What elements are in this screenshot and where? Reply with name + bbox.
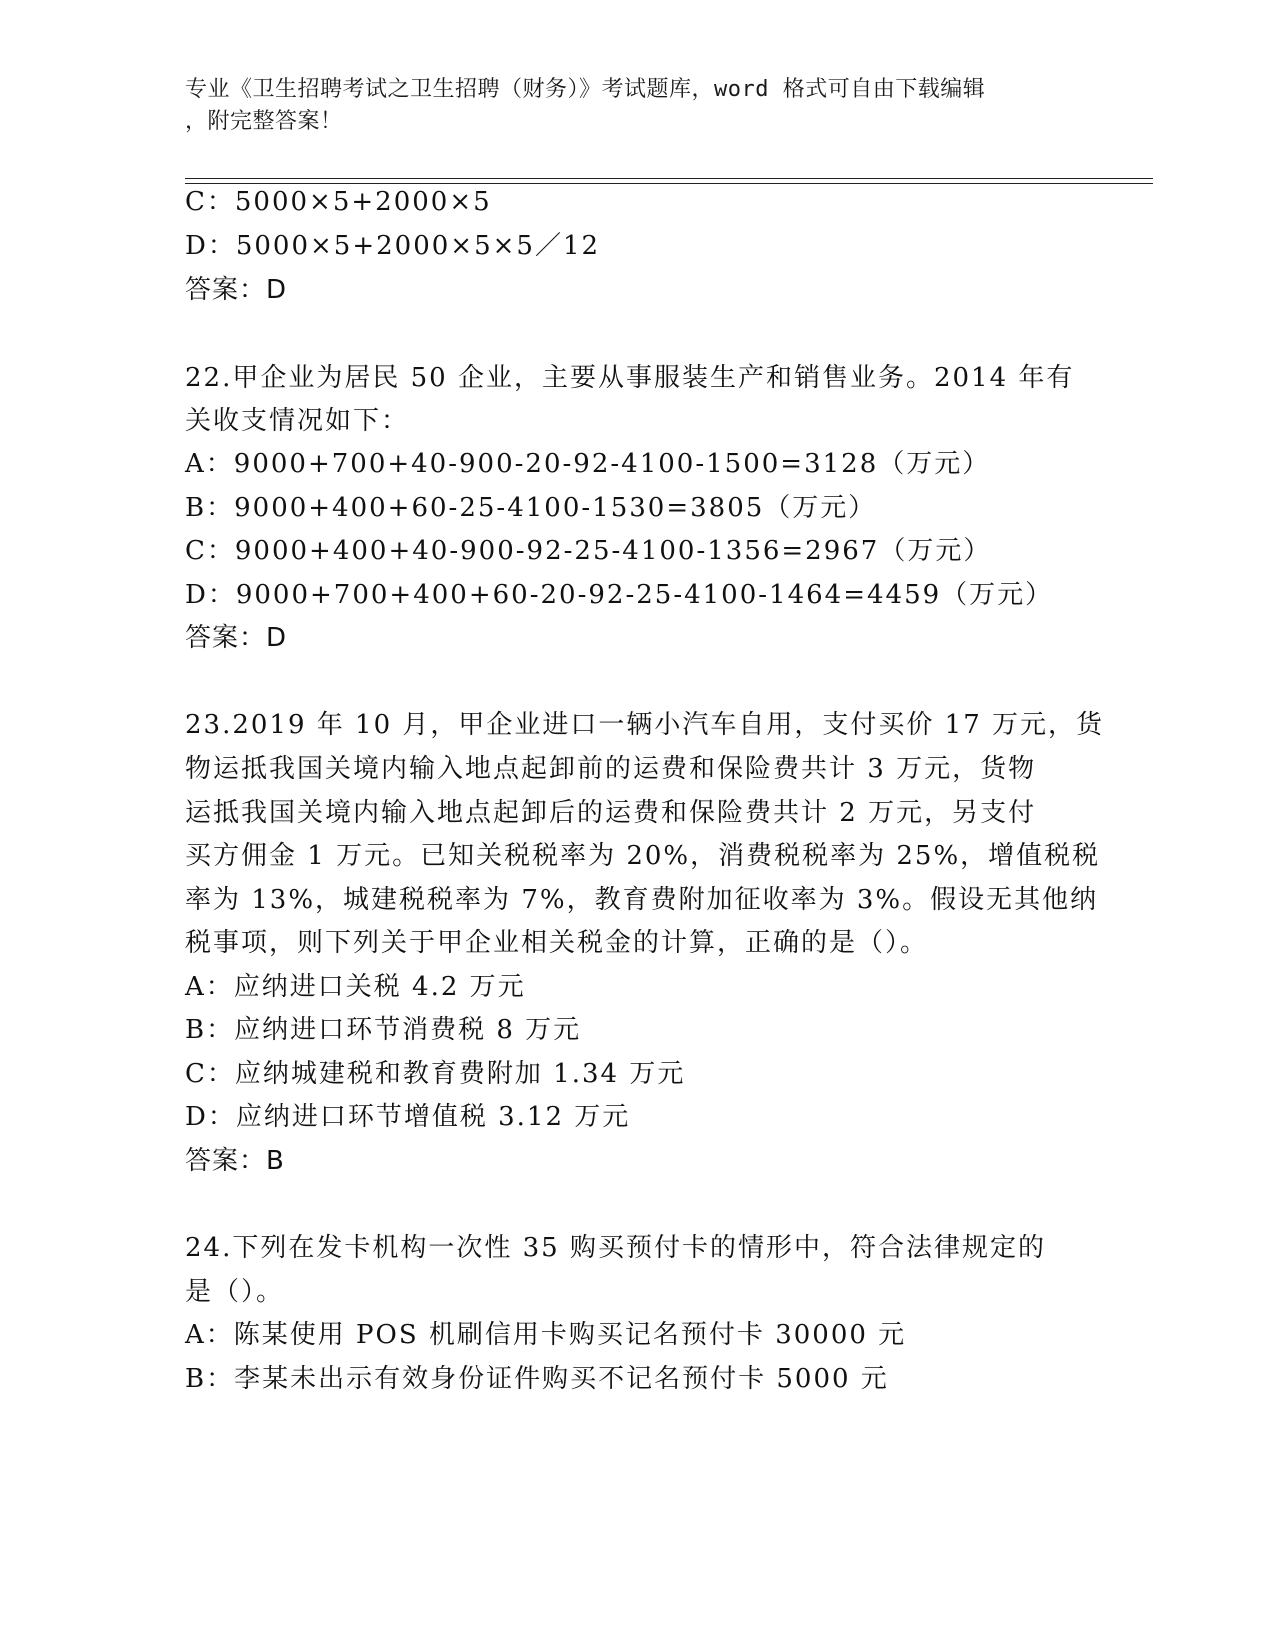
- header-title-line2: ，附完整答案！: [185, 109, 343, 134]
- q21-option-c: C：5000×5+2000×5: [185, 187, 492, 217]
- q23-option-b: B：应纳进口环节消费税 8 万元: [185, 1015, 582, 1045]
- q23-stem-line6: 税事项，则下列关于甲企业相关税金的计算，正确的是（）。: [185, 928, 929, 958]
- q23-stem-line1: 23.2019 年 10 月，甲企业进口一辆小汽车自用，支付买价 17 万元，货: [185, 710, 1105, 740]
- q23-option-a: A：应纳进口关税 4.2 万元: [185, 972, 526, 1002]
- q24-option-b: B：李某未出示有效身份证件购买不记名预付卡 5000 元: [185, 1364, 889, 1394]
- q23-stem-line2: 物运抵我国关境内输入地点起卸前的运费和保险费共计 3 万元，货物: [185, 754, 1037, 784]
- page-header: [185, 74, 1085, 138]
- q22-stem-line2: 关收支情况如下：: [185, 406, 410, 436]
- q22-stem-line1: 22.甲企业为居民 50 企业，主要从事服装生产和销售业务。2014 年有: [185, 363, 1075, 393]
- q23-answer: 答案：B: [185, 1146, 285, 1176]
- header-title-line1: 专业《卫生招聘考试之卫生招聘（财务）》考试题库，word 格式可自由下载编辑: [185, 77, 986, 102]
- q23-option-c: C：应纳城建税和教育费附加 1.34 万元: [185, 1059, 686, 1089]
- q23-stem-line4: 买方佣金 1 万元。已知关税税率为 20%，消费税税率为 25%，增值税税: [185, 841, 1101, 871]
- q22-option-b: B：9000+400+60-25-4100-1530=3805（万元）: [185, 493, 877, 523]
- q22-option-d: D：9000+700+400+60-20-92-25-4100-1464=4459（万元）: [185, 580, 1054, 610]
- q21-option-d: D：5000×5+2000×5×5／12: [185, 231, 601, 261]
- q23-option-d: D：应纳进口环节增值税 3.12 万元: [185, 1102, 631, 1132]
- q22-option-c: C：9000+400+40-900-92-25-4100-1356=2967（万元）: [185, 536, 992, 566]
- header-divider-bottom: [185, 183, 1153, 184]
- q23-stem-line5: 率为 13%，城建税税率为 7%，教育费附加征收率为 3%。假设无其他纳: [185, 885, 1099, 915]
- q24-stem-line2: 是（）。: [185, 1277, 285, 1307]
- q22-option-a: A：9000+700+40-900-20-92-4100-1500=3128（万元）: [185, 449, 991, 479]
- q22-answer: 答案：D: [185, 623, 288, 653]
- q24-stem-line1: 24.下列在发卡机构一次性 35 购买预付卡的情形中，符合法律规定的: [185, 1233, 1046, 1263]
- q21-answer: 答案：D: [185, 275, 288, 305]
- q23-stem-line3: 运抵我国关境内输入地点起卸后的运费和保险费共计 2 万元，另支付: [185, 798, 1037, 828]
- header-divider-top: [185, 178, 1153, 179]
- q24-option-a: A：陈某使用 POS 机刷信用卡购买记名预付卡 30000 元: [185, 1320, 907, 1350]
